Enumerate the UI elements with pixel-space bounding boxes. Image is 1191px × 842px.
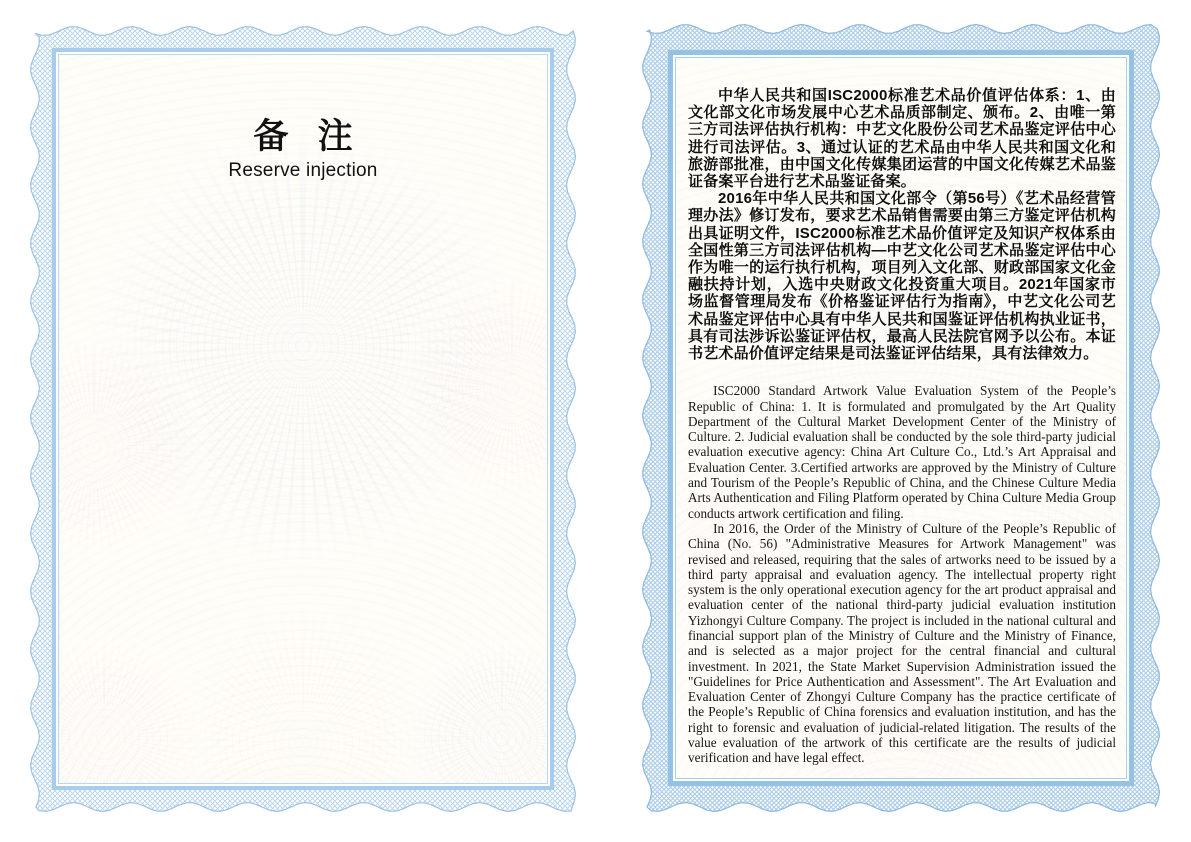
remarks-title-block xyxy=(59,55,547,182)
inner-frame-left xyxy=(52,48,554,790)
statement-page xyxy=(642,24,1160,812)
inner-frame-right xyxy=(668,50,1134,786)
remarks-title-zh: 备 注 xyxy=(253,117,363,156)
remarks-page-interior xyxy=(58,54,548,784)
zh-paragraph-1: 中华人民共和国ISC2000标准艺术品价值评估体系：1、由文化部文化市场发展中心艺术品质部制定、颁布。2、由唯一第三方司法评估执行机构：中艺文化股份公司艺术品鉴定评估中心进行司法评估。3、通过认证的艺术品由中华人民共和国文化和旅游部批准，由中国文化传媒集团运营的中国文化传媒艺术品鉴证备案平台进行艺术品鉴证备案。 xyxy=(688,87,1116,191)
statement-en-block xyxy=(688,383,1116,765)
guilloche-rosette xyxy=(397,633,548,784)
statement-zh-block xyxy=(688,87,1116,362)
remarks-title-en: Reserve injection xyxy=(228,160,378,181)
remarks-page xyxy=(30,26,576,812)
guilloche-rosette xyxy=(58,332,209,562)
guilloche-rosette xyxy=(153,593,453,784)
en-paragraph-1: ISC2000 Standard Artwork Value Evaluation System of the People’s Republic of China: 1. It is formulated and promulgated by the Art Quality Department of the Cultural Market Development Center of the Ministry of Culture. 2. Judicial evaluation shall be conducted by the sole third-party judicial evaluation executive agency: China Art Culture Co., Ltd.’s Art Appraisal and Evaluation Center. 3.Certified artworks are approved by the Ministry of Culture and Tourism of the People’s Republic of China, and the Chinese Culture Media Arts Authentication and Filing Platform operated by China Culture Media Group conducts artwork certification and filing. xyxy=(688,383,1116,521)
en-paragraph-2: In 2016, the Order of the Ministry of Culture of the People’s Republic of China (No. 56) "Administrative Measures for Artwork Management" was revised and released, requiring that the sales of artworks need to be issued by a third party appraisal and evaluation agency. The intellectual property right system is the only operational execution agency for the art product appraisal and evaluation center of the national third-party judicial evaluation institution Yizhongyi Culture Company. The project is included in the national cultural and financial support plan of the Ministry of Culture and the Ministry of Finance, and is selected as a major project for the central financial and cultural investment. In 2021, the State Market Supervision Administration issued the "Guidelines for Price Authentication and Assessment". The Art Evaluation and Evaluation Center of Zhongyi Culture Company has the practice certificate of the People’s Republic of China forensics and evaluation institution, and has the right to forensic and evaluation of judicial-related litigation. The results of the value evaluation of the artwork of this certificate are the results of judicial verification and have legal effect. xyxy=(688,520,1116,766)
guilloche-rosette xyxy=(58,633,209,784)
zh-paragraph-2: 2016年中华人民共和国文化部令（第56号）《艺术品经营管理办法》修订发布，要求艺术品销售需要由第三方鉴定评估机构出具证明文件，ISC2000标准艺术品价值评定及知识产权体系由全国性第三方司法评估机构—中艺文化公司艺术品鉴定评估中心作为唯一的运行执行机构，项目列入文化部、财政部国家文化金融扶持计划，入选中央财政文化投资重大项目。2021年国家市场监督管理局发布《价格鉴证评估行为指南》，中艺文化公司艺术品鉴定评估中心具有中华人民共和国鉴证评估机构执业证书，具有司法涉诉讼鉴证评估权，最高人民法院官网予以公布。本证书艺术品价值评定结果是司法鉴证评估结果，具有法律效力。 xyxy=(688,190,1116,363)
statement-page-interior xyxy=(675,57,1127,779)
guilloche-rosette xyxy=(397,273,548,503)
statement-content xyxy=(676,58,1126,766)
